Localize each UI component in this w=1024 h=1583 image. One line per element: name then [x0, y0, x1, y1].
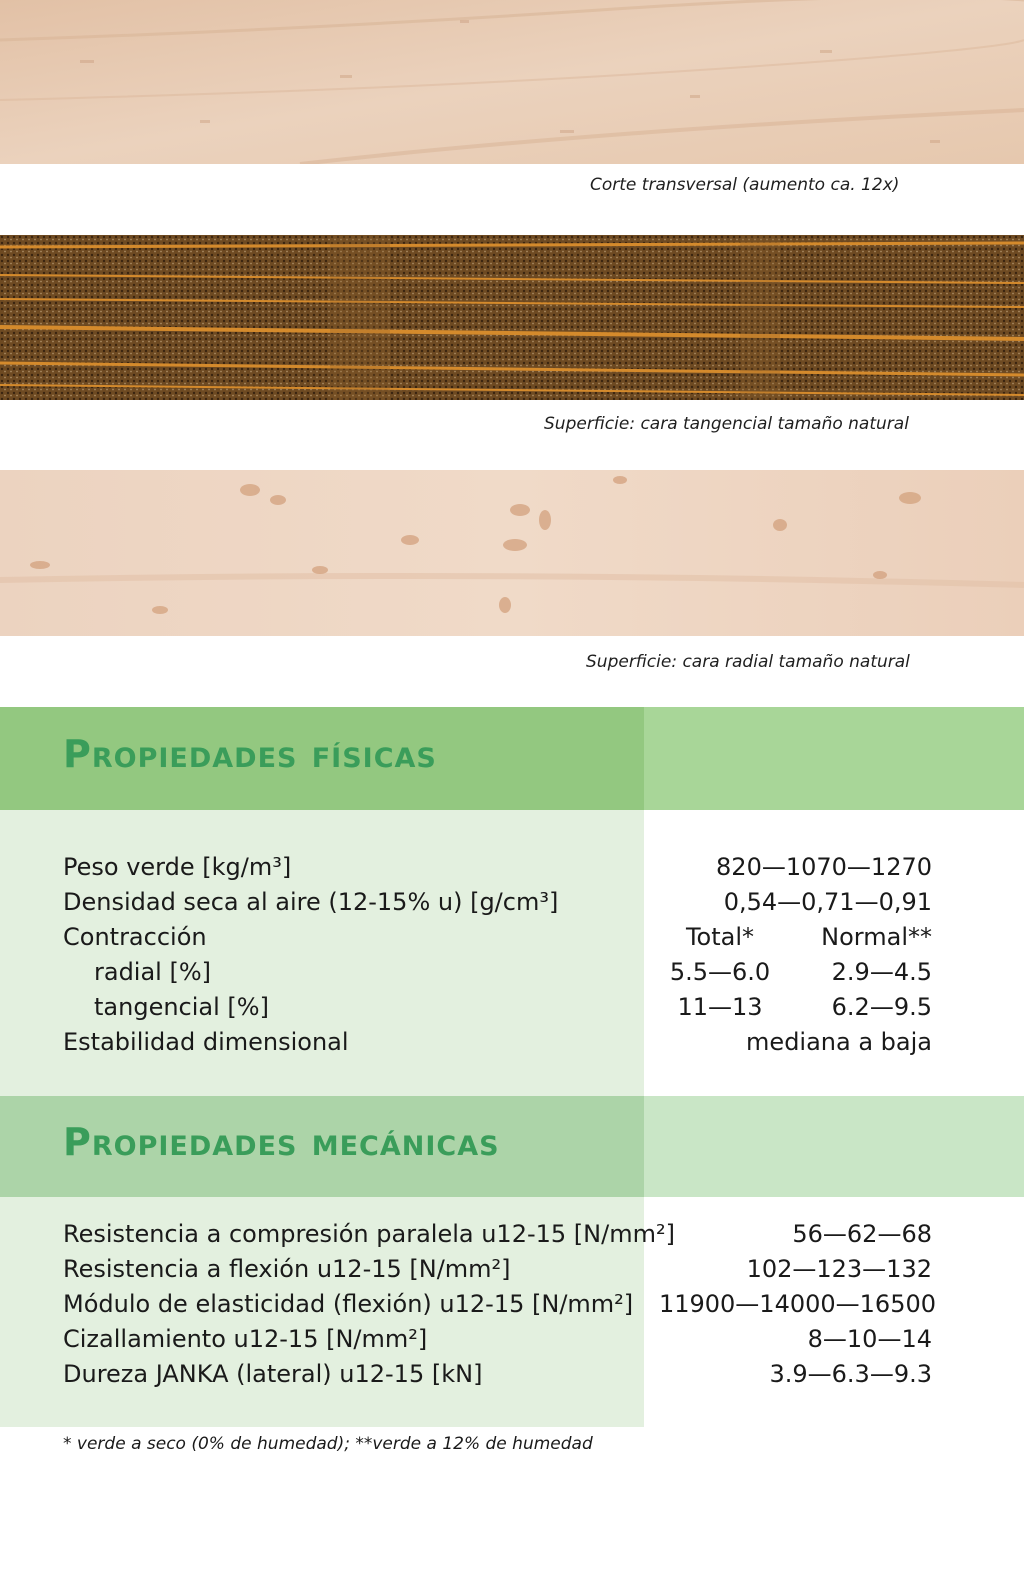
property-label: radial [%]: [94, 958, 212, 986]
property-value: 3.9—6.3—9.3: [769, 1360, 932, 1388]
property-row-flexion: [0, 1252, 1024, 1287]
mechanical-properties-title: Propiedades mecánicas: [63, 1120, 500, 1164]
wood-cross-section-photo: [0, 0, 1024, 164]
property-label: Resistencia a compresión paralela u12-15 [N/mm²]: [63, 1220, 675, 1248]
property-value: 11900—14000—16500: [658, 1290, 936, 1318]
property-value: 8—10—14: [807, 1325, 932, 1353]
property-value-normal: 6.2—9.5: [831, 993, 932, 1021]
wood-tangential-photo: [0, 235, 1024, 400]
property-row-contraction: [0, 920, 1024, 955]
property-row-green-weight: [0, 850, 1024, 885]
property-value: mediana a baja: [746, 1028, 932, 1056]
property-label: Cizallamiento u12-15 [N/mm²]: [63, 1325, 428, 1353]
caption-radial: Superficie: cara radial tamaño natural: [586, 652, 910, 672]
property-row-stability: [0, 1025, 1024, 1060]
wood-radial-photo: [0, 470, 1024, 636]
property-value-total: 5.5—6.0: [669, 958, 771, 986]
property-label: Estabilidad dimensional: [63, 1028, 349, 1056]
property-row-janka: [0, 1357, 1024, 1392]
property-label: Densidad seca al aire (12-15% u) [g/cm³]: [63, 888, 559, 916]
caption-cross-section: Corte transversal (aumento ca. 12x): [590, 175, 900, 195]
property-label: Contracción: [63, 923, 207, 951]
property-label: tangencial [%]: [94, 993, 269, 1021]
property-label: Resistencia a flexión u12-15 [N/mm²]: [63, 1255, 511, 1283]
column-header-total: Total*: [685, 923, 755, 951]
property-value: 0,54—0,71—0,91: [723, 888, 932, 916]
physical-properties-title: Propiedades físicas: [63, 732, 437, 776]
property-label: Dureza JANKA (lateral) u12-15 [kN]: [63, 1360, 483, 1388]
footnote: * verde a seco (0% de humedad); **verde a 12% de humedad: [63, 1434, 593, 1454]
property-label: Módulo de elasticidad (flexión) u12-15 [N/mm²]: [63, 1290, 634, 1318]
property-row-shear: [0, 1322, 1024, 1357]
property-value-total: 11—13: [677, 993, 763, 1021]
property-value-normal: 2.9—4.5: [831, 958, 932, 986]
property-row-compression: [0, 1217, 1024, 1252]
column-header-normal: Normal**: [821, 923, 932, 951]
property-value: 102—123—132: [746, 1255, 932, 1283]
property-row-tangential: [0, 990, 1024, 1025]
property-row-elasticity: [0, 1287, 1024, 1322]
property-value: 820—1070—1270: [716, 853, 932, 881]
property-row-radial: [0, 955, 1024, 990]
property-value: 56—62—68: [792, 1220, 932, 1248]
property-row-dry-density: [0, 885, 1024, 920]
caption-tangential: Superficie: cara tangencial tamaño natural: [544, 414, 909, 434]
property-label: Peso verde [kg/m³]: [63, 853, 292, 881]
